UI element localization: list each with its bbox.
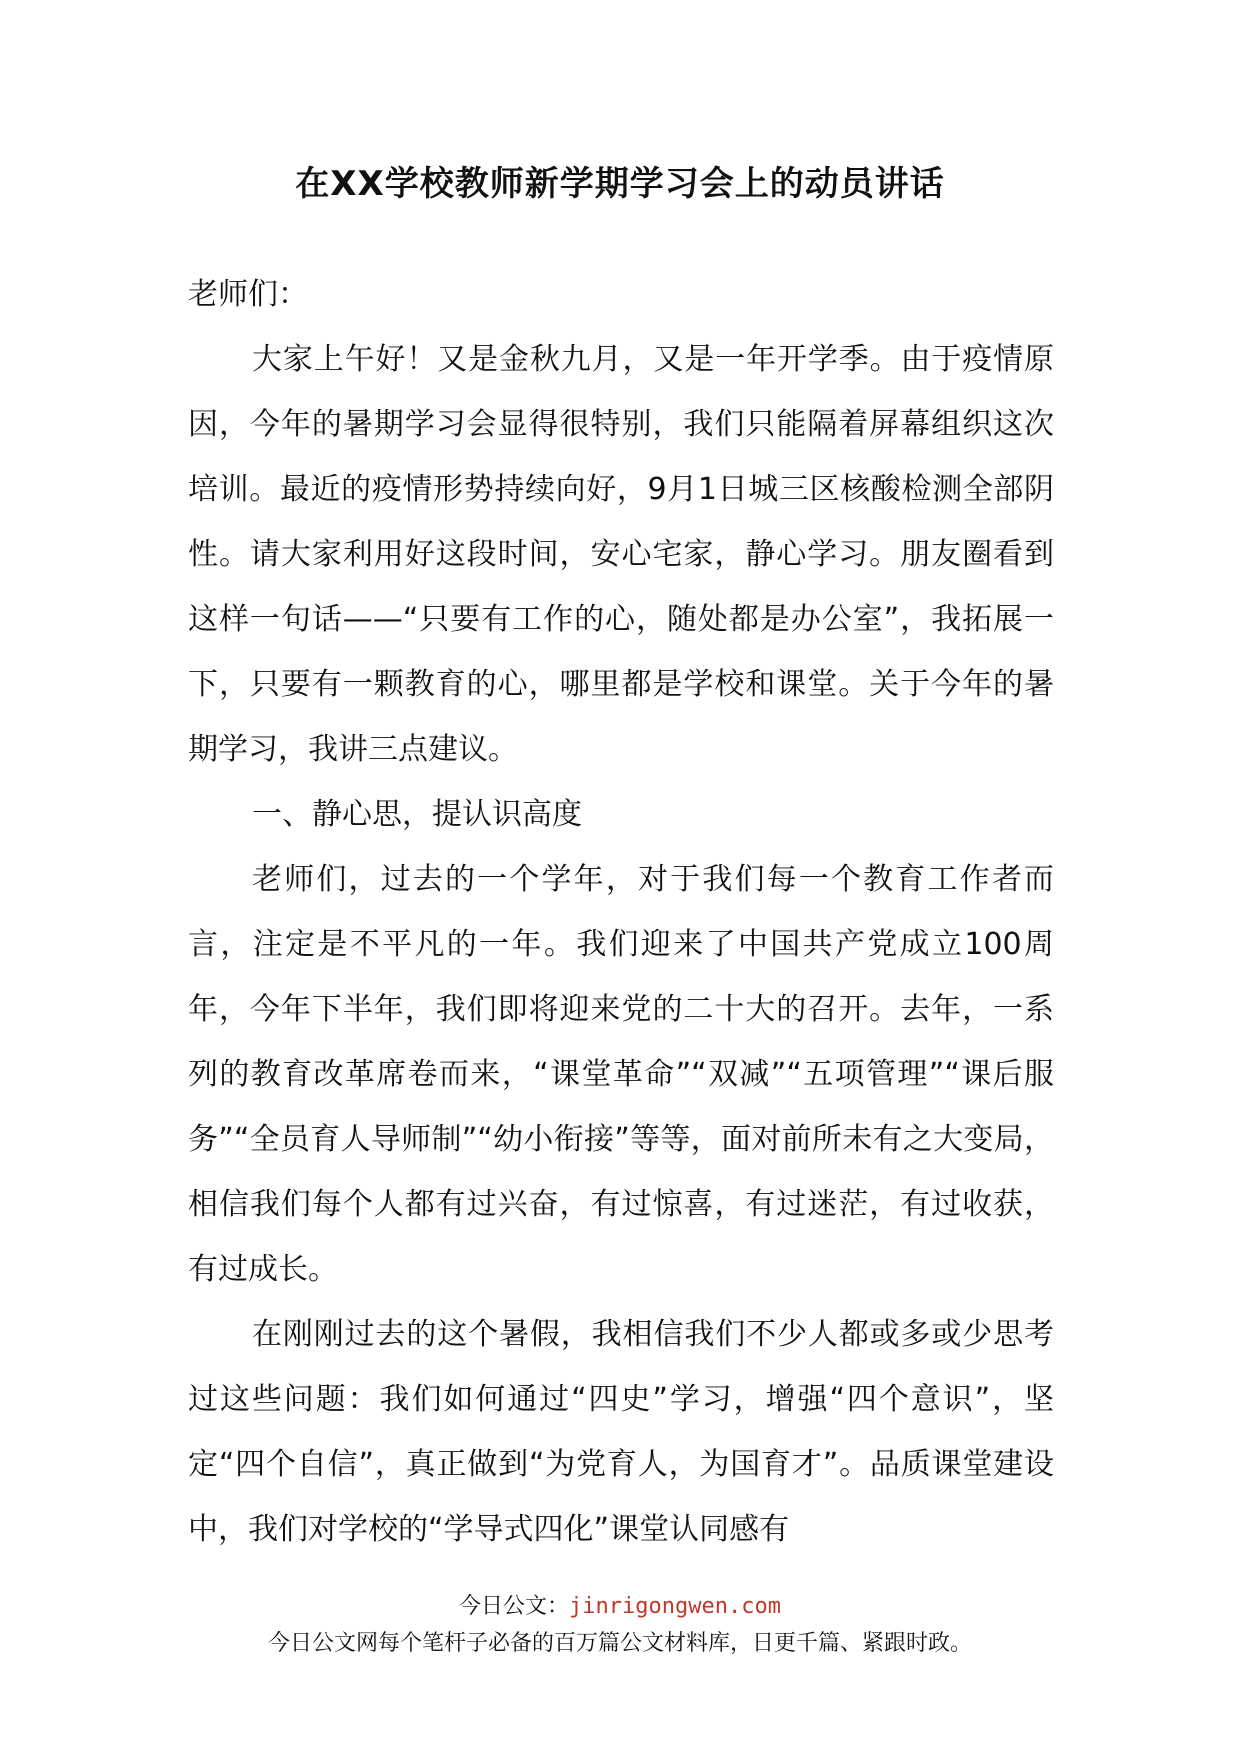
footer-source-line xyxy=(0,1592,1240,1622)
document-body xyxy=(188,262,1054,1562)
salutation: 老师们： xyxy=(188,277,308,312)
document-title: 在XX学校教师新学期学习会上的动员讲话 xyxy=(295,164,945,204)
paragraph-3: 在刚刚过去的这个暑假，我相信我们不少人都或多或少思考过这些问题：我们如何通过“四史”学习，增强“四个意识”，坚定“四个自信”，真正做到“为党育人，为国育才”。品质课堂建设中，我们对学校的“学导式四化”课堂认同感有 xyxy=(188,1317,1054,1547)
footer-label: 今日公文： xyxy=(459,1594,570,1619)
footer-slogan: 今日公文网每个笔杆子必备的百万篇公文材料库，日更千篇、紧跟时政。 xyxy=(267,1631,972,1656)
paragraph-1: 大家上午好！又是金秋九月，又是一年开学季。由于疫情原因，今年的暑期学习会显得很特别，我们只能隔着屏幕组织这次培训。最近的疫情形势持续向好，9月1日城三区核酸检测全部阴性。请大家利用好这段时间，安心宅家，静心学习。朋友圈看到这样一句话——“只要有工作的心，随处都是办公室”，我拓展一下，只要有一颗教育的心，哪里都是学校和课堂。关于今年的暑期学习，我讲三点建议。 xyxy=(188,342,1054,767)
paragraph-2: 老师们，过去的一个学年，对于我们每一个教育工作者而言，注定是不平凡的一年。我们迎来了中国共产党成立100周年，今年下半年，我们即将迎来党的二十大的召开。去年，一系列的教育改革席卷而来，“课堂革命”“双减”“五项管理”“课后服务”“全员育人导师制”“幼小衔接”等等，面对前所未有之大变局，相信我们每个人都有过兴奋，有过惊喜，有过迷茫，有过收获，有过成长。 xyxy=(188,862,1054,1287)
footer-site-link[interactable]: jinrigongwen.com xyxy=(569,1594,781,1619)
section-heading-1: 一、静心思，提认识高度 xyxy=(252,797,582,832)
